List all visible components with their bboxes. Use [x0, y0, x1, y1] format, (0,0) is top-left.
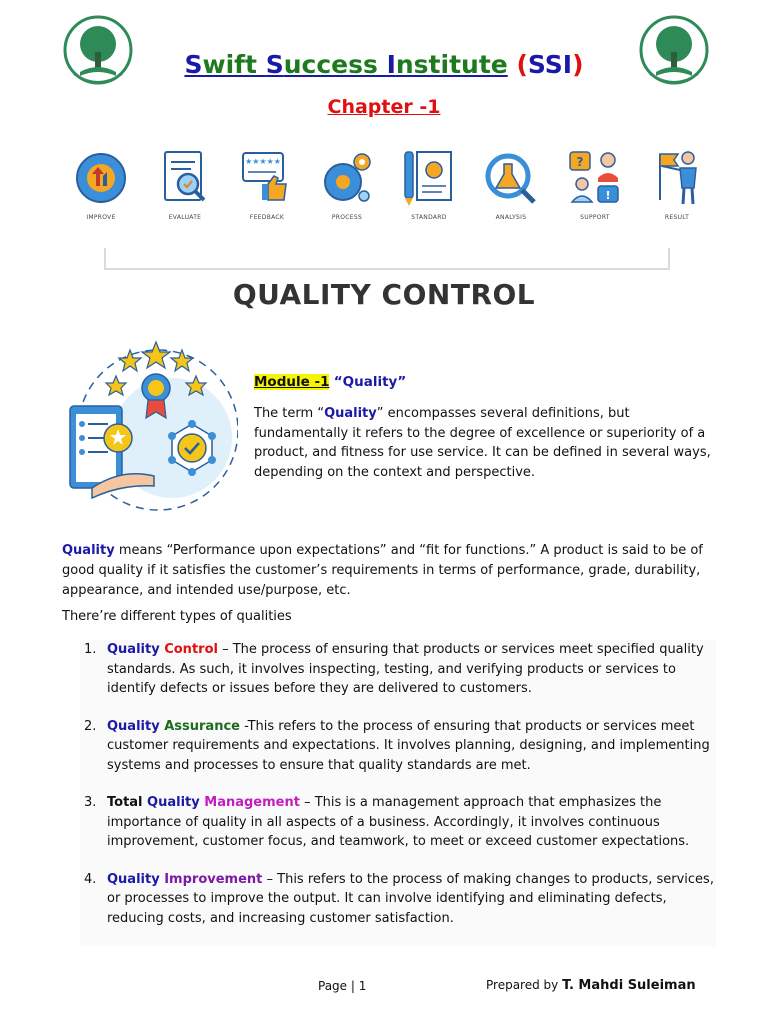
icon-label: IMPROVE	[86, 214, 116, 221]
types-intro: There’re different types of qualities	[62, 609, 292, 624]
module-heading	[254, 374, 714, 390]
main-heading: QUALITY CONTROL	[232, 278, 536, 311]
module-topic: “Quality”	[333, 374, 407, 390]
module-intro: The term “Quality” encompasses several definitions, but fundamentally it refers to the degree of excellence or superiority of a product, and fitness for use service. It can be defined in several ways, depending on the context and perspective.	[254, 406, 711, 480]
svg-text:?: ?	[576, 155, 584, 169]
icon-label: RESULT	[664, 214, 690, 221]
module-label: Module -1	[254, 374, 330, 390]
icon-label: EVALUATE	[168, 214, 202, 221]
list-item: 3. Total Quality Management – This is a management approach that emphasizes the importance of quality in all aspects of a business. Accordingly, it involves continuous improvement, customer focus, and teamwork, to meet or exceed customer expectations.	[84, 795, 690, 849]
gears-icon	[318, 148, 376, 208]
svg-text:★★★★★: ★★★★★	[245, 157, 281, 166]
result-item	[642, 148, 712, 221]
quality-illustration	[62, 338, 238, 516]
certificate-icon	[400, 148, 458, 208]
chapter-title: Chapter -1	[327, 96, 441, 118]
document-magnifier-icon	[156, 148, 214, 208]
support-people-icon	[566, 148, 624, 208]
process-item	[312, 148, 382, 221]
improve-item	[66, 148, 136, 221]
list-item: 1. Quality Control – The process of ensuring that products or services meet specified quality standards. As such, it involves inspecting, testing, and verifying products or services to identify defects or issues before they are delivered to customers.	[84, 642, 704, 696]
icon-label: SUPPORT	[580, 214, 610, 221]
icon-label: ANALYSIS	[495, 214, 527, 221]
analysis-item	[476, 148, 546, 221]
icon-label: PROCESS	[331, 214, 363, 221]
icon-label: STANDARD	[411, 214, 447, 221]
support-item	[560, 148, 630, 221]
quality-types-list	[80, 640, 716, 946]
flask-magnifier-icon	[482, 148, 540, 208]
institute-title: Swift Success Institute (SSI)	[184, 50, 584, 79]
prepared-by: Prepared by T. Mahdi Suleiman	[486, 978, 696, 993]
svg-text:!: !	[605, 189, 611, 202]
evaluate-item	[150, 148, 220, 221]
quality-definition: Quality means “Performance upon expectations” and “fit for functions.” A product is said to be of good quality if it satisfies the customer’s requirements in terms of performance, grade, durability, appearance, and intended use/purpose, etc.	[62, 543, 703, 598]
person-flag-icon	[648, 148, 706, 208]
process-bracket	[104, 248, 670, 270]
icon-label: FEEDBACK	[249, 214, 285, 221]
thumbs-up-rating-icon	[238, 148, 296, 208]
feedback-item	[232, 148, 302, 221]
page-number: Page | 1	[318, 979, 367, 993]
gear-arrows-icon	[72, 148, 130, 208]
list-item: 4. Quality Improvement – This refers to the process of making changes to products, services, or processes to improve the output. It can involve identifying and eliminating defects, reducing costs, and increasing customer satisfaction.	[84, 871, 714, 926]
standard-item	[394, 148, 464, 221]
list-item: 2. Quality Assurance -This refers to the process of ensuring that products or services meet customer requirements and expectations. It involves planning, designing, and implementing systems and processes to ensure that quality standards are met.	[84, 718, 710, 773]
